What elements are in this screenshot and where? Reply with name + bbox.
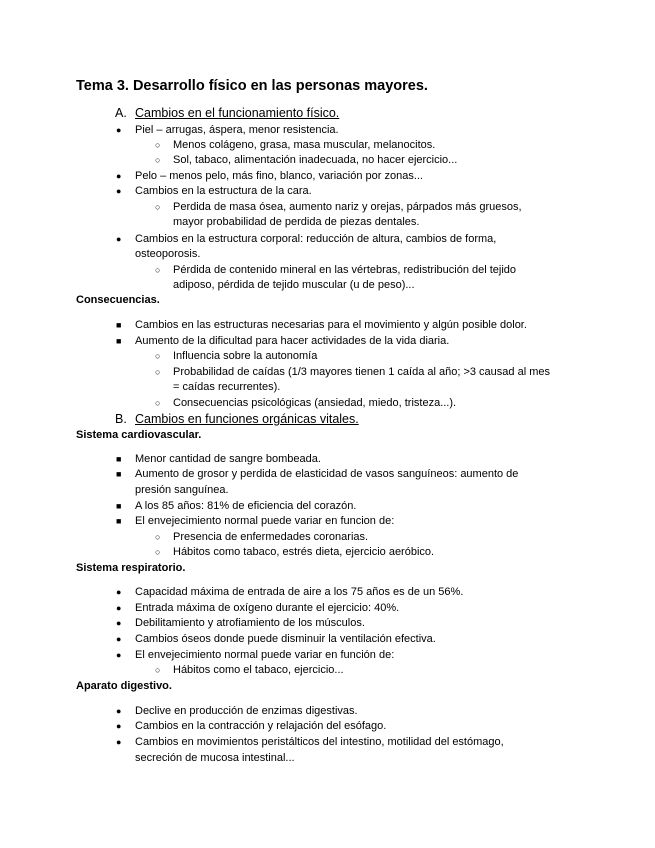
list-item-continuation: = caídas recurrentes). (173, 381, 281, 393)
list-item: Cambios en las estructuras necesarias para el movimiento y algún posible dolor. (135, 319, 527, 331)
list-item: Menor cantidad de sangre bombeada. (135, 453, 321, 465)
circle-bullet-icon: ○ (155, 155, 161, 165)
list-item: Aumento de la dificultad para hacer actividades de la vida diaria. (135, 335, 450, 347)
list-item-continuation: mayor probabilidad de perdida de piezas dentales. (173, 216, 420, 228)
circle-bullet-icon: ○ (155, 665, 161, 675)
square-bullet-icon: ■ (116, 336, 122, 346)
list-item-continuation: secreción de mucosa intestinal... (135, 752, 295, 764)
bullet-icon: ● (116, 618, 122, 628)
bullet-icon: ● (116, 603, 122, 613)
bullet-icon: ● (116, 186, 122, 196)
bullet-icon: ● (116, 650, 122, 660)
bullet-icon: ● (116, 706, 122, 716)
list-item: El envejecimiento normal puede variar en funcion de: (135, 515, 395, 527)
section-a-letter: A. (115, 106, 127, 120)
list-item: Pérdida de contenido mineral en las vértebras, redistribución del tejido (173, 264, 517, 276)
list-item-continuation: adiposo, pérdida de tejido muscular (u de peso)... (173, 279, 415, 291)
circle-bullet-icon: ○ (155, 398, 161, 408)
circle-bullet-icon: ○ (155, 202, 161, 212)
list-item: Perdida de masa ósea, aumento nariz y orejas, párpados más gruesos, (173, 201, 522, 213)
list-item: Influencia sobre la autonomía (173, 350, 318, 362)
cardio-heading: Sistema cardiovascular. (76, 429, 202, 441)
list-item: Cambios en la estructura corporal: reducción de altura, cambios de forma, (135, 233, 497, 245)
list-item: Hábitos como el tabaco, ejercicio... (173, 664, 344, 676)
resp-heading: Sistema respiratorio. (76, 562, 186, 574)
list-item: Probabilidad de caídas (1/3 mayores tienen 1 caída al año; >3 causad al mes (173, 366, 550, 378)
list-item: Cambios en la contracción y relajación del esófago. (135, 720, 387, 732)
list-item: A los 85 años: 81% de eficiencia del corazón. (135, 500, 357, 512)
list-item: Pelo – menos pelo, más fino, blanco, variación por zonas... (135, 170, 423, 182)
list-item: Presencia de enfermedades coronarias. (173, 531, 369, 543)
bullet-icon: ● (116, 587, 122, 597)
list-item: Cambios en la estructura de la cara. (135, 185, 312, 197)
section-b-heading (135, 411, 359, 427)
section-b-label: Cambios en funciones orgánicas vitales. (135, 412, 359, 426)
list-item: Capacidad máxima de entrada de aire a los 75 años es de un 56%. (135, 586, 464, 598)
list-item: Consecuencias psicológicas (ansiedad, miedo, tristeza...). (173, 397, 457, 409)
list-item: Menos colágeno, grasa, masa muscular, melanocitos. (173, 139, 436, 151)
list-item: Cambios en movimientos peristálticos del intestino, motilidad del estómago, (135, 736, 504, 748)
list-item: Cambios óseos donde puede disminuir la ventilación efectiva. (135, 633, 436, 645)
page-title: Tema 3. Desarrollo físico en las personas mayores. (76, 78, 428, 94)
section-b-letter: B. (115, 412, 127, 426)
list-item: Sol, tabaco, alimentación inadecuada, no hacer ejercicio... (173, 154, 458, 166)
circle-bullet-icon: ○ (155, 351, 161, 361)
square-bullet-icon: ■ (116, 501, 122, 511)
bullet-icon: ● (116, 737, 122, 747)
circle-bullet-icon: ○ (155, 265, 161, 275)
list-item-continuation: osteoporosis. (135, 248, 201, 260)
square-bullet-icon: ■ (116, 516, 122, 526)
section-a-heading (135, 105, 339, 121)
list-item: El envejecimiento normal puede variar en función de: (135, 649, 395, 661)
circle-bullet-icon: ○ (155, 547, 161, 557)
bullet-icon: ● (116, 634, 122, 644)
list-item: Debilitamiento y atrofiamiento de los músculos. (135, 617, 365, 629)
list-item: Entrada máxima de oxígeno durante el ejercicio: 40%. (135, 602, 400, 614)
square-bullet-icon: ■ (116, 320, 122, 330)
bullet-icon: ● (116, 171, 122, 181)
circle-bullet-icon: ○ (155, 140, 161, 150)
bullet-icon: ● (116, 721, 122, 731)
consecuencias-heading: Consecuencias. (76, 294, 160, 306)
bullet-icon: ● (116, 234, 122, 244)
section-a-label: Cambios en el funcionamiento físico. (135, 106, 340, 120)
circle-bullet-icon: ○ (155, 532, 161, 542)
square-bullet-icon: ■ (116, 454, 122, 464)
circle-bullet-icon: ○ (155, 367, 161, 377)
bullet-icon: ● (116, 125, 122, 135)
list-item: Aumento de grosor y perdida de elasticidad de vasos sanguíneos: aumento de (135, 468, 519, 480)
list-item: Hábitos como tabaco, estrés dieta, ejercicio aeróbico. (173, 546, 435, 558)
list-item: Piel – arrugas, áspera, menor resistencia. (135, 124, 339, 136)
digest-heading: Aparato digestivo. (76, 680, 172, 692)
list-item: Declive en producción de enzimas digestivas. (135, 705, 358, 717)
list-item-continuation: presión sanguínea. (135, 484, 229, 496)
square-bullet-icon: ■ (116, 469, 122, 479)
